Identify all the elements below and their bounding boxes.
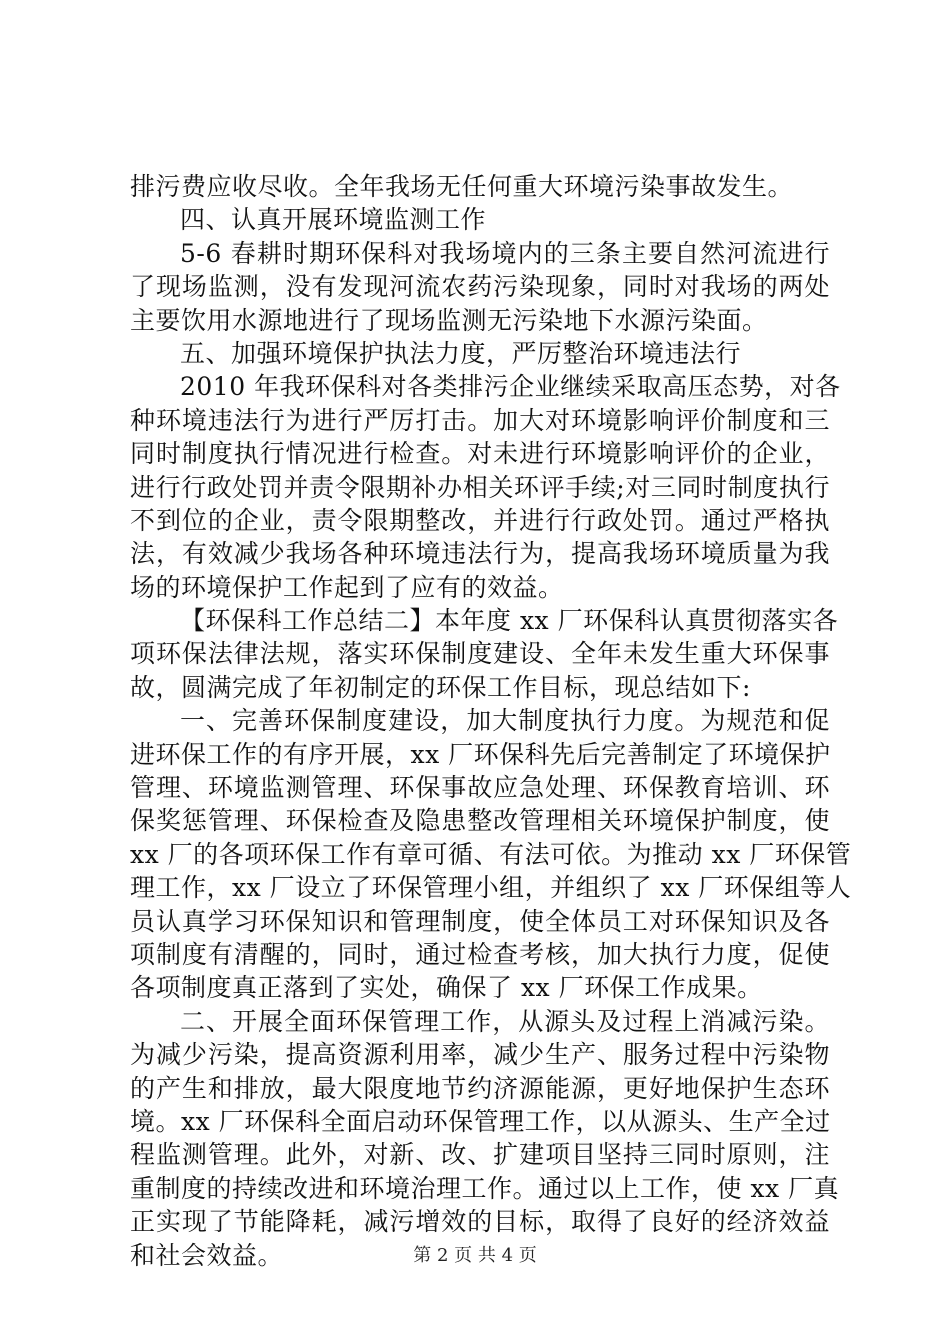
text-line: 项环保法律法规，落实环保制度建设、全年未发生重大环保事 bbox=[130, 639, 830, 669]
text-line: 理工作，xx 厂设立了环保管理小组，并组织了 xx 厂环保组等人 bbox=[130, 873, 852, 903]
text-line: 项制度有清醒的，同时，通过检查考核，加大执行力度，促使 bbox=[130, 939, 830, 969]
text-line: 排污费应收尽收。全年我场无任何重大环境污染事故发生。 bbox=[130, 172, 794, 201]
text-line: 重制度的持续改进和环境治理工作。通过以上工作，使 xx 厂真 bbox=[130, 1173, 840, 1203]
document-body bbox=[130, 170, 852, 1272]
section-heading: 四、认真开展环境监测工作 bbox=[180, 205, 487, 235]
text-line: 一、完善环保制度建设，加大制度执行力度。为规范和促 bbox=[180, 706, 830, 736]
text-line: 各项制度真正落到了实处，确保了 xx 厂环保工作成果。 bbox=[130, 973, 763, 1003]
text-line: 主要饮用水源地进行了现场监测无污染地下水源污染面。 bbox=[130, 305, 768, 335]
text-line: 和社会效益。 bbox=[130, 1240, 284, 1270]
text-line: 法，有效减少我场各种环境违法行为，提高我场环境质量为我 bbox=[130, 539, 830, 569]
text-line: 种环境违法行为进行严厉打击。加大对环境影响评价制度和三 bbox=[130, 405, 830, 435]
text-line: 保奖惩管理、环保检查及隐患整改管理相关环境保护制度，使 bbox=[130, 806, 830, 836]
text-line: xx 厂的各项环保工作有章可循、有法可依。为推动 xx 厂环保管 bbox=[130, 839, 852, 869]
text-line: 境。xx 厂环保科全面启动环保管理工作，以从源头、生产全过 bbox=[130, 1106, 831, 1136]
text-line: 进环保工作的有序开展，xx 厂环保科先后完善制定了环境保护 bbox=[130, 739, 831, 769]
text-line: 为减少污染，提高资源利用率，减少生产、服务过程中污染物 bbox=[130, 1040, 830, 1070]
text-line: 员认真学习环保知识和管理制度，使全体员工对环保知识及各 bbox=[130, 906, 830, 936]
text-line: 的产生和排放，最大限度地节约济源能源，更好地保护生态环 bbox=[130, 1073, 830, 1103]
page-number-footer: 第 2 页 共 4 页 bbox=[413, 1245, 537, 1266]
text-line: 不到位的企业，责令限期整改，并进行行政处罚。通过严格执 bbox=[130, 505, 830, 535]
text-line: 5-6 春耕时期环保科对我场境内的三条主要自然河流进行 bbox=[180, 238, 830, 268]
text-line: 故，圆满完成了年初制定的环保工作目标，现总结如下: bbox=[130, 672, 751, 702]
text-line: 场的环境保护工作起到了应有的效益。 bbox=[130, 572, 564, 602]
text-line: 进行行政处罚并责令限期补办相关环评手续;对三同时制度执行 bbox=[130, 472, 830, 502]
text-line: 管理、环境监测管理、环保事故应急处理、环保教育培训、环 bbox=[130, 773, 830, 803]
text-line: 【环保科工作总结二】本年度 xx 厂环保科认真贯彻落实各 bbox=[180, 606, 839, 636]
text-line: 同时制度执行情况进行检查。对未进行环境影响评价的企业， bbox=[130, 439, 830, 469]
text-line: 程监测管理。此外，对新、改、扩建项目坚持三同时原则，注 bbox=[130, 1140, 830, 1170]
section-heading: 五、加强环境保护执法力度，严厉整治环境违法行 bbox=[180, 338, 742, 368]
text-line: 二、开展全面环保管理工作，从源头及过程上消减污染。 bbox=[180, 1006, 830, 1036]
text-line: 了现场监测，没有发现河流农药污染现象，同时对我场的两处 bbox=[130, 272, 830, 302]
text-line: 2010 年我环保科对各类排污企业继续采取高压态势，对各 bbox=[180, 372, 841, 402]
text-line: 正实现了节能降耗，减污增效的目标，取得了良好的经济效益 bbox=[130, 1207, 830, 1237]
